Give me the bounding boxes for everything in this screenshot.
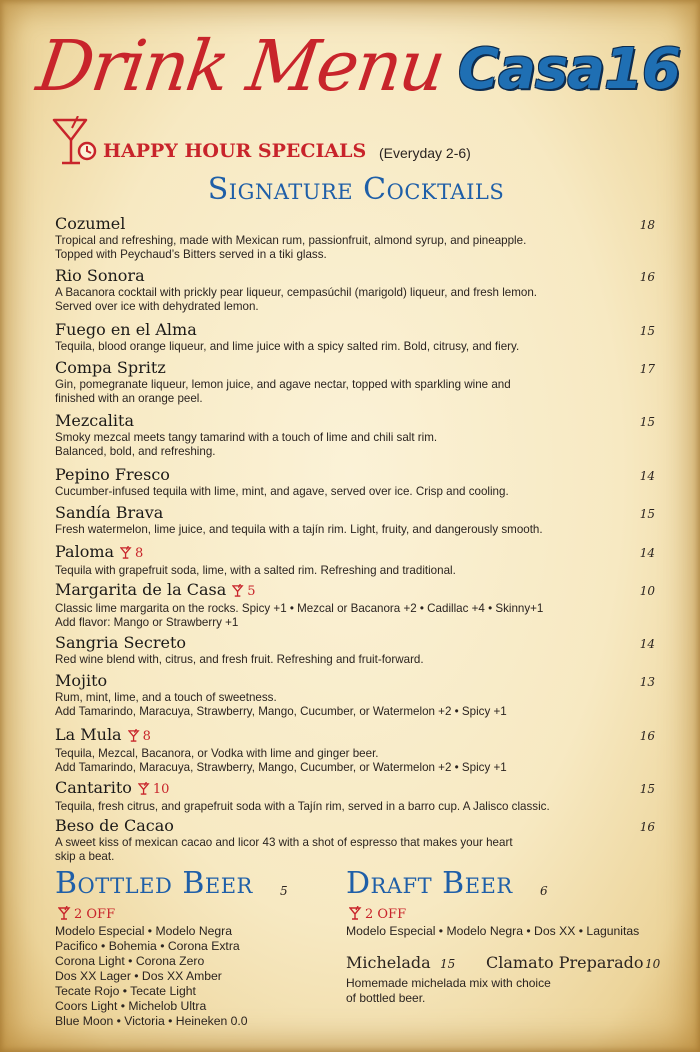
cocktail-description: Add flavor: Mango or Strawberry +1 <box>55 616 239 629</box>
bottled-beer-line: Modelo Especial • Modelo Negra <box>55 924 233 938</box>
cocktail-price: 14 <box>639 469 655 483</box>
cocktail-price: 15 <box>639 507 655 521</box>
cocktail-description: Add Tamarindo, Maracuya, Strawberry, Mango, Cucumber, or Watermelon +2 • Spicy +1 <box>55 705 507 718</box>
bottled-beer-line: Tecate Rojo • Tecate Light <box>55 984 196 998</box>
signature-cocktails-title: Signature Cocktails <box>207 172 505 207</box>
cocktail-description: Tequila with grapefruit soda, lime, with a salted rim. Refreshing and traditional. <box>55 564 456 577</box>
cocktail-item <box>55 816 657 864</box>
cocktail-name: Sandía Brava <box>55 503 164 522</box>
cocktail-price: 10 <box>639 584 655 598</box>
cocktail-description: Rum, mint, lime, and a touch of sweetness. <box>55 691 277 704</box>
bottled-beer-line: Dos XX Lager • Dos XX Amber <box>55 969 222 983</box>
cocktail-description: Red wine blend with, citrus, and fresh fruit. Refreshing and fruit-forward. <box>55 653 424 666</box>
cocktail-price: 17 <box>639 362 655 376</box>
cocktail-description: Balanced, bold, and refreshing. <box>55 445 216 458</box>
cocktail-item <box>55 320 657 354</box>
cocktail-name: Compa Spritz <box>55 358 166 377</box>
bottled-beer-line: Pacifico • Bohemia • Corona Extra <box>55 939 240 953</box>
cocktail-item <box>55 358 657 406</box>
draft-beer-price: 6 <box>540 884 548 898</box>
cocktail-description: Gin, pomegranate liqueur, lemon juice, and agave nectar, topped with sparkling wine and <box>55 378 511 391</box>
cocktail-description: A sweet kiss of mexican cacao and licor 43 with a shot of espresso that makes your heart <box>55 836 513 849</box>
happy-hour-title: HAPPY HOUR SPECIALS <box>103 140 367 162</box>
clamato-price: 10 <box>645 957 661 971</box>
cocktail-name: Fuego en el Alma <box>55 320 197 339</box>
happy-hour-price: 8 <box>142 729 151 744</box>
bottled-beer-line: Coors Light • Michelob Ultra <box>55 999 207 1013</box>
cocktail-price: 13 <box>639 675 655 689</box>
cocktail-description: skip a beat. <box>55 850 115 863</box>
happy-hour-subtitle: (Everyday 2-6) <box>379 145 471 161</box>
draft-discount <box>349 906 406 922</box>
cocktail-name: La Mula <box>55 725 122 744</box>
bottled-beer-title: Bottled Beer <box>55 866 253 901</box>
happy-hour-price-badge <box>120 546 143 561</box>
martini-glass-icon <box>120 546 133 559</box>
bottled-beer-line: Blue Moon • Victoria • Heineken 0.0 <box>55 1014 248 1028</box>
clamato-name: Clamato Preparado <box>486 953 644 972</box>
cocktail-item <box>55 633 657 667</box>
draft-beer-title: Draft Beer <box>346 866 513 901</box>
bottled-beer-line: Corona Light • Corona Zero <box>55 954 205 968</box>
cocktail-description: Tequila, blood orange liqueur, and lime juice with a spicy salted rim. Bold, citrusy, and fiery. <box>55 340 520 353</box>
martini-glass-icon <box>58 906 72 920</box>
happy-hour-price: 5 <box>247 584 256 599</box>
cocktail-description: Tropical and refreshing, made with Mexican rum, passionfruit, almond syrup, and pineapple. <box>55 234 527 247</box>
bottled-beer-list <box>55 924 335 1029</box>
cocktail-price: 18 <box>639 218 655 232</box>
brand-logo <box>458 34 680 106</box>
cocktail-item <box>55 542 657 578</box>
cocktail-name: Sangria Secreto <box>55 633 187 652</box>
cocktail-item <box>55 671 657 719</box>
menu-title: Drink Menu <box>32 25 449 107</box>
cocktail-item <box>55 214 657 262</box>
cocktail-description: Tequila, Mezcal, Bacanora, or Vodka with lime and ginger beer. <box>55 747 379 760</box>
martini-clock-icon <box>52 116 98 168</box>
martini-glass-icon <box>232 584 245 597</box>
cocktail-description: Tequila, fresh citrus, and grapefruit soda with a Tajín rim, served in a barro cup. A Jalisco classic. <box>55 800 550 813</box>
cocktail-price: 15 <box>639 782 655 796</box>
cocktail-price: 16 <box>639 820 655 834</box>
cocktail-description: Served over ice with dehydrated lemon. <box>55 300 259 313</box>
cocktail-description: A Bacanora cocktail with prickly pear liqueur, cempasúchil (marigold) liqueur, and fresh lemon. <box>55 286 538 299</box>
michelada-name: Michelada <box>346 953 431 972</box>
bottled-discount-text: 2 OFF <box>74 907 116 922</box>
cocktail-description: Add Tamarindo, Maracuya, Strawberry, Mango, Cucumber, or Watermelon +2 • Spicy +1 <box>55 761 507 774</box>
cocktail-name: Cozumel <box>55 214 126 233</box>
cocktail-name: Pepino Fresco <box>55 465 170 484</box>
brand-name: Casa <box>458 37 605 102</box>
cocktail-description: Cucumber-infused tequila with lime, mint, and agave, served over ice. Crisp and cooling. <box>55 485 509 498</box>
cocktail-name: Mojito <box>55 671 108 690</box>
michelada-price: 15 <box>440 957 456 971</box>
cocktail-description: Classic lime margarita on the rocks. Spicy +1 • Mezcal or Bacanora +2 • Cadillac +4 • Skinny+1 <box>55 602 544 615</box>
cocktail-price: 16 <box>639 270 655 284</box>
michelada-description: Homemade michelada mix with choice of bottled beer. <box>346 976 551 1005</box>
cocktail-price: 15 <box>639 415 655 429</box>
draft-beer-list: Modelo Especial • Modelo Negra • Dos XX • Lagunitas <box>346 924 640 938</box>
martini-glass-icon <box>128 729 141 742</box>
cocktail-name: Paloma <box>55 542 115 561</box>
cocktail-name: Margarita de la Casa <box>55 580 227 599</box>
cocktail-description: Topped with Peychaud’s Bitters served in a tiki glass. <box>55 248 327 261</box>
cocktail-name: Cantarito <box>55 778 132 797</box>
happy-hour-price: 10 <box>152 782 170 797</box>
happy-hour-price: 8 <box>135 546 144 561</box>
cocktail-price: 14 <box>639 637 655 651</box>
brand-number: 16 <box>604 37 680 102</box>
bottled-beer-price: 5 <box>280 884 288 898</box>
happy-hour-price-badge <box>128 729 151 744</box>
cocktail-price: 14 <box>639 546 655 560</box>
cocktail-description: finished with an orange peel. <box>55 392 203 405</box>
cocktail-item <box>55 580 657 630</box>
bottled-discount <box>58 906 115 922</box>
cocktail-name: Mezcalita <box>55 411 134 430</box>
cocktail-item <box>55 725 657 775</box>
cocktail-description: Smoky mezcal meets tangy tamarind with a touch of lime and chili salt rim. <box>55 431 438 444</box>
cocktail-item <box>55 778 657 814</box>
cocktail-item <box>55 503 657 537</box>
happy-hour-price-badge <box>232 584 255 599</box>
draft-discount-text: 2 OFF <box>365 907 407 922</box>
martini-glass-icon <box>349 906 363 920</box>
happy-hour-price-badge <box>138 782 170 797</box>
cocktail-item <box>55 411 657 459</box>
cocktail-item <box>55 266 657 314</box>
cocktail-description: Fresh watermelon, lime juice, and tequila with a tajín rim. Light, fruity, and dangerously smooth. <box>55 523 543 536</box>
cocktail-name: Rio Sonora <box>55 266 145 285</box>
cocktail-price: 16 <box>639 729 655 743</box>
cocktail-price: 15 <box>639 324 655 338</box>
cocktail-name: Beso de Cacao <box>55 816 174 835</box>
cocktail-item <box>55 465 657 499</box>
martini-glass-icon <box>138 782 151 795</box>
